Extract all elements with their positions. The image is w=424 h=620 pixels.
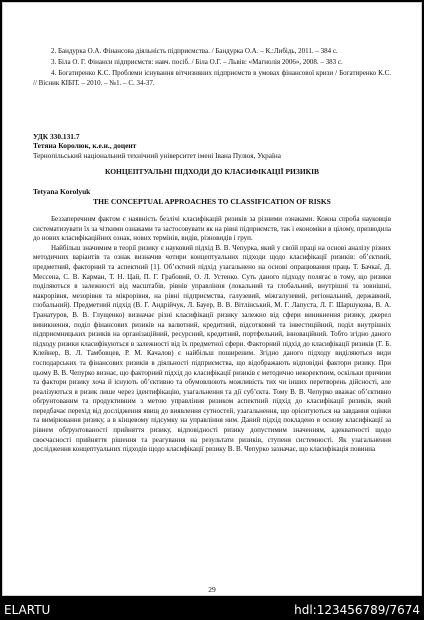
udk-code: УДК 330.131.7 — [33, 132, 80, 141]
reference-list — [33, 46, 391, 89]
body-paragraph: Найбільш значимим в теорії ризику є науковий підхід В. В. Чепурка, який у своїй праці на основі аналізу різних методичних варіантів та ознак визначив чотири концептуальних підходи щодо класифікації ризиків: об’єктний, предметний, факторний та аспектний [1]. Об’єктний підхід узагальнено на основі опрацювання праць Т. Бачкаї, Д. Мессена, С. В. Карман, Т. Н. Цай, П. Г. Грабовий, О. Л. Устенко. Суть даного підходу полягає в тому, що ризики поділяються в залежності від масштабів, рівнів управління (локальний та глобальний, внутрішні та зовнішні, макрорівня, мезорівня та мікрорівня, на рівні підприємства, галузевий, міжгалузевий, регіональний, державний, глобальний). Предметний підхід (В. Г. Андрійчук, Л. Бауер, В. В. Вітлінський, М. Г. Лапуста, Л. Г. Шаршукова, В. А. Гранатуров, В. В. Глущенко) визначає різні класифікації ризику залежно від сфери виникнення ризику, джерел виникнення, поділ фінансових ризиків на валютний, кредитний, відсотковий та інвестиційний, поділ внутрішніх підприємницьких ризиків на організаційний, ресурсний, кредитний, портфельний, інноваційний. Тобто згідно даного підходу ризики класифікуються в залежності від їх предметної сфери. Факторний підхід до класифікації ризиків (Г. Б. Клейнер, В. Л. Тамбовцев, Р. М. Качалов) є найбільш поширеним. Згідно даного підходу виділяються види господарських та фінансових ризиків в діяльності підприємства, що відображають відповідні фактори ризику. При цьому В. В. Чепурко визнає, що факторний підхід до класифікації ризиків є методично некоректним, оскільки причини та фактори ризику хоча й існують об’єктивно та обумовлюють можливість тих чи інших перетворень дійсності, але реалізуються в ризик лише через ідентифікацію, узагальнення та дії суб’єкта. Тому В. В. Чепурко вважає об’єктивно обґрунтованим та продуктивним з метою управління ризиком аспектний підхід до класифікації ризиків, який передбачає перехід від дослідження явищ до виявлення сутностей, узагальнення, що орієнтуються на завдання оцінки та вимірювання ризику, а в кінцевому підсумку на управління ним. Даний підхід покладено в основу класифікації за рівнем обґрунтованості прийняття ризику, відповідності ризику допустимим значенням, адекватності щодо своєчасності прийняття рішення та реагування на результати ризиків, ступеня системності. Як узагальнення дослідження концептуальних підходів щодо класифікації ризику В. В. Чепурко зазначає, що класифікація повинна — [33, 243, 391, 454]
page-content — [33, 3, 391, 595]
reference-item: 4. Богатиренко К.С. Проблеми існування вітчизняних підприємств в умовах фінансової кризи / Богатиренко К.С. // Вісник КІБІТ. – 2010. – №1. – С. 34-37. — [33, 69, 391, 87]
repository-name: ELARTU — [4, 603, 51, 617]
author-name: Тетяна Королюк, к.е.н., доцент — [33, 141, 137, 150]
article-title: КОНЦЕПТУАЛЬНІ ПІДХОДИ ДО КЛАСИФІКАЦІЇ РИЗИКІВ — [104, 167, 320, 176]
page-number: 29 — [208, 585, 216, 594]
author-affiliation: Тернопільський національний технічний університет імені Івана Пулюя, Україна — [33, 152, 281, 160]
handle-identifier: hdl:123456789/7674 — [294, 603, 420, 617]
author-name-english: Tetyana Korolyuk — [33, 187, 91, 196]
reference-item: 3. Біла О. Г. Фінанси підприємств: навч. посіб. / Біла О.Г. – Львів: «Магнолія 2006», 2008. – 383 с. — [51, 58, 343, 66]
body-paragraph: Беззаперечним фактом є наявність безлічі класифікацій ризиків за різними ознаками. Кожна спроба науковців систематизувати їх за чіткими ознаками та застосовувати як на рівні підприємств, так і економіки в цілому, призводила до нових класифікаційних ознак, нових термінів, видів, різновидів і груп. — [33, 215, 391, 243]
article-body — [33, 215, 391, 455]
article-title-english: THE CONCEPTUAL APPROACHES TO CLASSIFICATION OF RISKS — [93, 197, 331, 206]
viewer-footer — [0, 602, 424, 618]
document-page — [2, 2, 422, 596]
reference-item: 2. Бандурка О.А. Фінансова діяльність підприємства. / Бандурка О.А. – К.:Либідь, 2011. – 384 с. — [51, 47, 338, 55]
